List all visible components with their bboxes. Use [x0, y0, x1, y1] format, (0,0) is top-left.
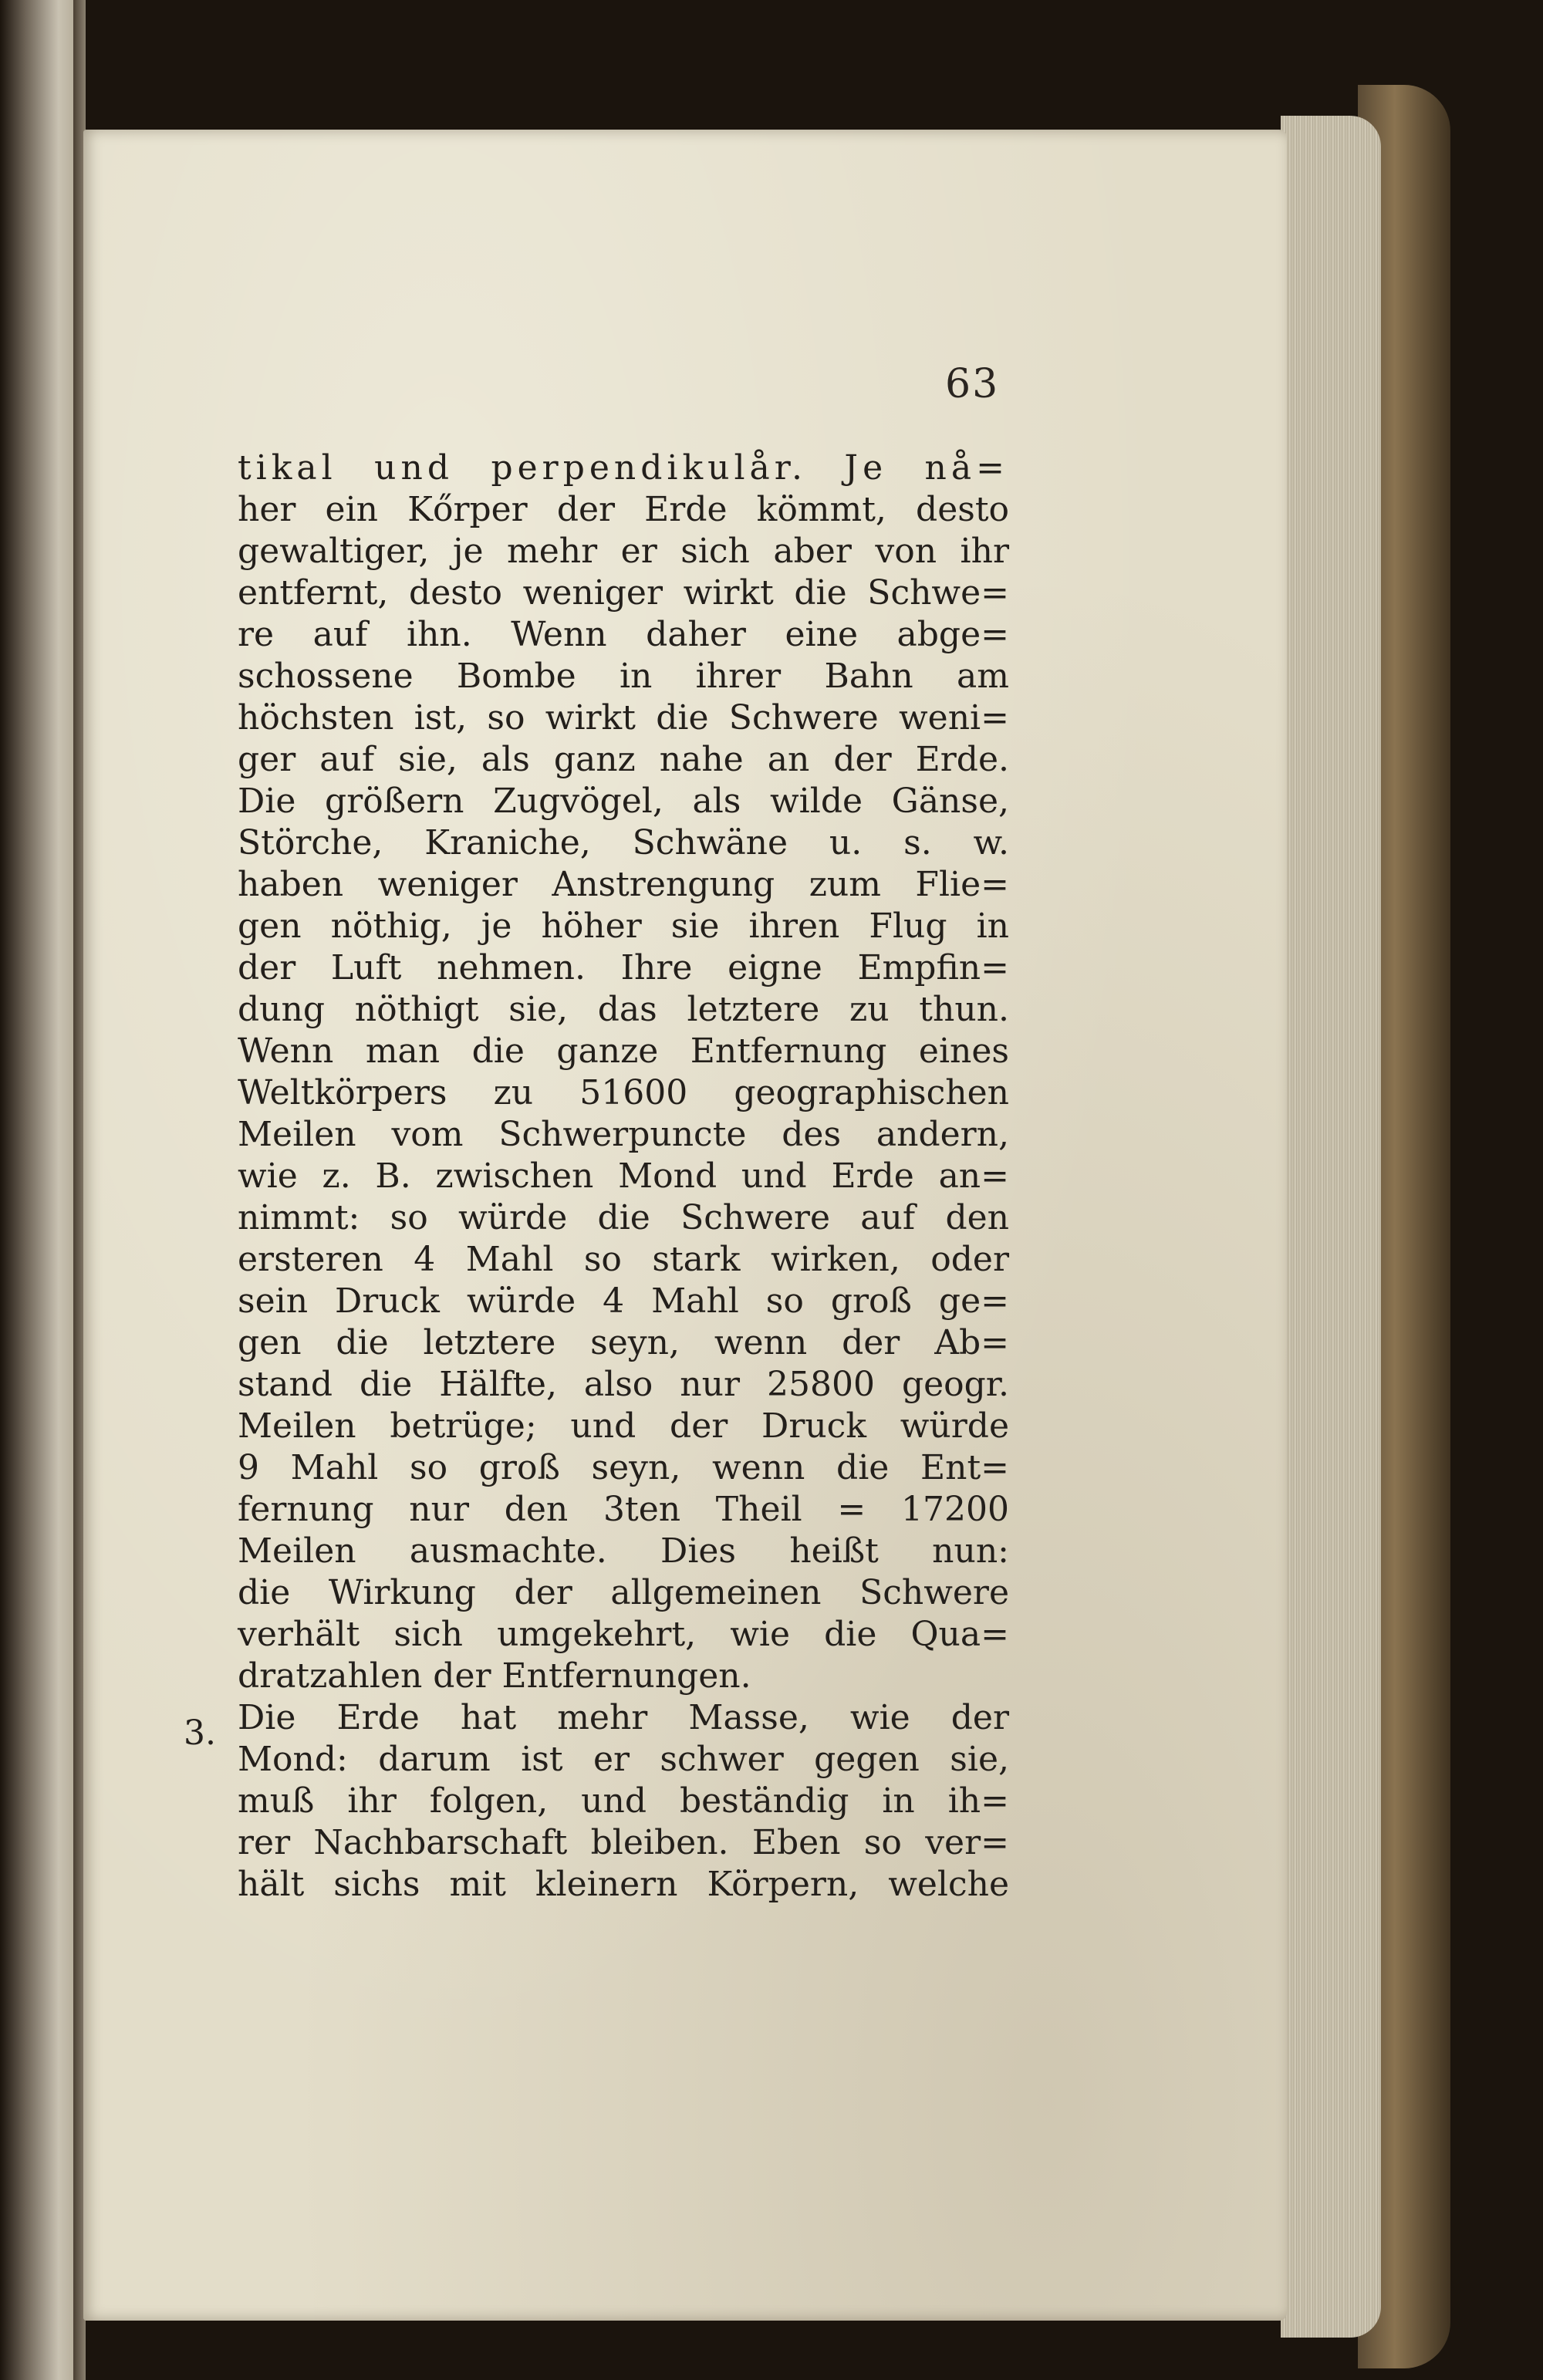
text-line: sein Druck würde 4 Mahl so groß ge=: [238, 1281, 1009, 1321]
text-line: verhält sich umgekehrt, wie die Qua=: [238, 1615, 1009, 1654]
text-line: tikal und perpendikulår. Je nå=: [238, 448, 1009, 488]
text-line: Meilen ausmachte. Dies heißt nun:: [238, 1531, 1009, 1571]
list-item-number: 3.: [184, 1713, 216, 1753]
text-line: 9 Mahl so groß seyn, wenn die Ent=: [238, 1448, 1009, 1487]
text-line: schossene Bombe in ihrer Bahn am: [238, 657, 1009, 696]
text-line: muß ihr folgen, und beständig in ih=: [238, 1781, 1009, 1821]
text-line: gen nöthig, je höher sie ihren Flug in: [238, 906, 1009, 946]
text-line: Wenn man die ganze Entfernung eines: [238, 1031, 1009, 1071]
left-page-edge: [0, 0, 73, 2380]
text-line: Die größern Zugvögel, als wilde Gänse,: [238, 782, 1009, 821]
text-line: nimmt: so würde die Schwere auf den: [238, 1198, 1009, 1237]
text-line: hält sichs mit kleinern Körpern, welche: [238, 1865, 1009, 1904]
text-line: fernung nur den 3ten Theil = 17200: [238, 1490, 1009, 1529]
text-line: rer Nachbarschaft bleiben. Eben so ver=: [238, 1823, 1009, 1862]
text-line: gen die letztere seyn, wenn der Ab=: [238, 1323, 1009, 1362]
text-line: ersteren 4 Mahl so stark wirken, oder: [238, 1240, 1009, 1279]
text-line: gewaltiger, je mehr er sich aber von ihr: [238, 532, 1009, 571]
page-number: 63: [945, 361, 1000, 407]
page-fore-edge: [1281, 116, 1381, 2338]
text-line: wie z. B. zwischen Mond und Erde an=: [238, 1156, 1009, 1196]
text-line: dung nöthigt sie, das letztere zu thun.: [238, 990, 1009, 1029]
text-line: ger auf sie, als ganz nahe an der Erde.: [238, 740, 1009, 779]
text-line: haben weniger Anstrengung zum Flie=: [238, 865, 1009, 904]
text-line: Störche, Kraniche, Schwäne u. s. w.: [238, 823, 1009, 863]
text-line: Meilen vom Schwerpuncte des andern,: [238, 1115, 1009, 1154]
body-text: [238, 447, 1009, 1906]
text-line: entfernt, desto weniger wirkt die Schwe=: [238, 573, 1009, 613]
text-line: Mond: darum ist er schwer gegen sie,: [238, 1740, 1009, 1779]
text-line: her ein Kőrper der Erde kömmt, desto: [238, 490, 1009, 529]
text-line: die Wirkung der allgemeinen Schwere: [238, 1573, 1009, 1612]
text-line: dratzahlen der Entfernungen.: [238, 1656, 751, 1696]
text-line: stand die Hälfte, also nur 25800 geogr.: [238, 1365, 1009, 1404]
text-line: Die Erde hat mehr Masse, wie der: [238, 1698, 1009, 1737]
text-line: Weltkörpers zu 51600 geographischen: [238, 1073, 1009, 1112]
text-line: der Luft nehmen. Ihre eigne Empfin=: [238, 948, 1009, 987]
text-line: höchsten ist, so wirkt die Schwere weni=: [238, 698, 1009, 738]
text-line: re auf ihn. Wenn daher eine abge=: [238, 615, 1009, 654]
text-line: Meilen betrüge; und der Druck würde: [238, 1406, 1009, 1446]
